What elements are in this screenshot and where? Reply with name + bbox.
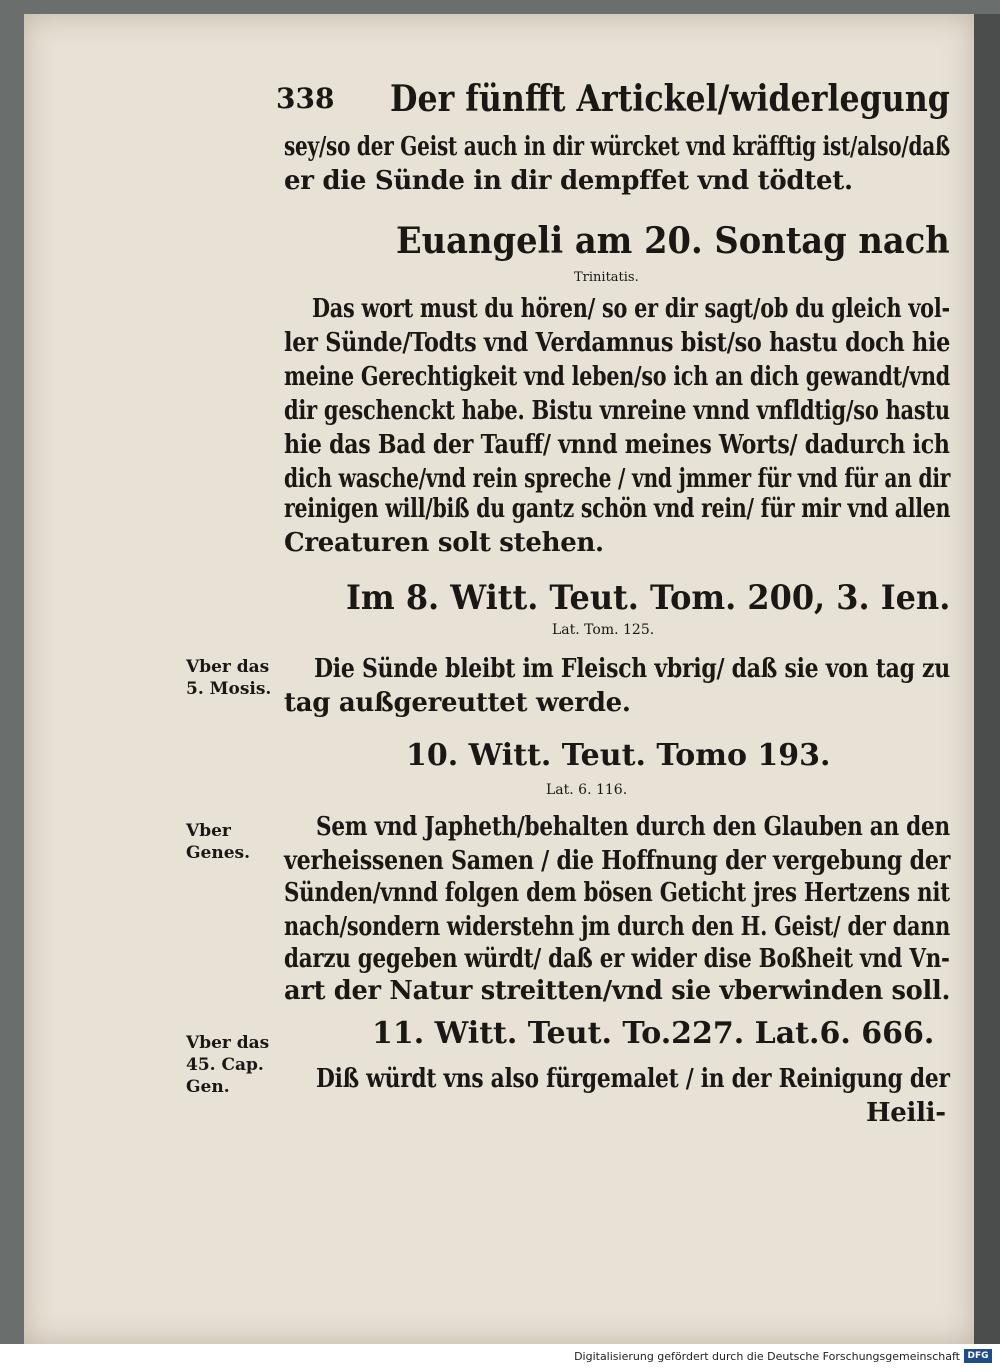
margin-note-line: Vber das [186,657,270,677]
section-3-line-1: Sem vnd Japheth/behalten durch den Glauben an den [316,812,950,842]
section-1-line-8: Creaturen solt stehen. [284,528,604,558]
section-1-line-1: Das wort must du hören/ so er dir sagt/ob du gleich vol- [312,294,950,324]
section-2-subtitle: Lat. Tom. 125. [552,622,655,638]
digitization-credit: Digitalisierung gefördert durch die Deutsche Forschungsgemeinschaft [574,1350,960,1363]
section-4-margin-note [186,1032,269,1098]
section-3-line-2: verheissenen Samen / die Hoffnung der vergebung der [284,846,951,876]
dfg-logo-icon: DFG [964,1349,992,1363]
running-title: Der fünfft Artickel/widerlegung [390,78,950,120]
section-1-line-4: dir geschenckt habe. Bistu vnreine vnnd vnfldtig/so hastu [284,396,950,426]
section-3-line-4: nach/sondern widerstehn jm durch den H. Geist/ der dann [284,912,951,942]
section-2-line-1: Die Sünde bleibt im Fleisch vbrig/ daß sie von tag zu [314,654,950,684]
page-edge [974,14,1000,1344]
intro-line-1: sey/so der Geist auch in dir würcket vnd kräfftig ist/also/daß [284,132,950,162]
section-1-line-5: hie das Bad der Tauff/ vnnd meines Worts/ dadurch ich [284,430,950,460]
margin-note-line: Genes. [186,843,250,863]
margin-note-line: 45. Cap. [186,1055,264,1075]
section-2-title: Im 8. Witt. Teut. Tom. 200, 3. Ien. [346,578,951,618]
intro-line-2: er die Sünde in dir dempffet vnd tödtet. [284,166,853,196]
page-number: 338 [276,82,335,115]
section-3-line-6: art der Natur streitten/vnd sie vberwinden soll. [284,976,951,1006]
margin-note-line: Vber [186,821,231,841]
section-2-margin-note [186,656,271,700]
section-4-title: 11. Witt. Teut. To.227. Lat.6. 666. [372,1016,935,1051]
section-3-title: 10. Witt. Teut. Tomo 193. [406,738,831,773]
margin-note-line: 5. Mosis. [186,679,272,699]
section-1-subtitle: Trinitatis. [574,270,639,285]
section-1-line-3: meine Gerechtigkeit vnd leben/so ich an dich gewandt/vnd [284,362,951,392]
section-2-line-2: tag außgereuttet werde. [284,688,631,718]
margin-note-line: Vber das [186,1033,270,1053]
section-1-line-7: reinigen will/biß du gantz schön vnd rein/ für mir vnd allen [284,494,951,524]
section-3-line-3: Sünden/vnnd folgen dem bösen Geticht jres Hertzens nit [284,878,950,908]
section-3-margin-note [186,820,250,864]
section-4-line-1: Diß würdt vns also fürgemalet / in der Reinigung der [316,1064,950,1094]
section-3-subtitle: Lat. 6. 116. [546,782,628,798]
section-1-line-2: ler Sünde/Todts vnd Verdamnus bist/so hastu doch hie [284,328,951,358]
section-1-line-6: dich wasche/vnd rein spreche / vnd jmmer für vnd für an dir [284,464,951,494]
section-3-line-5: darzu gegeben würdt/ daß er wider dise Boßheit vnd Vn- [284,944,950,974]
margin-note-line: Gen. [186,1077,230,1097]
section-1-title: Euangeli am 20. Sontag nach [396,220,950,262]
catchword: Heili- [866,1098,946,1128]
footer-bar [0,1344,1000,1372]
